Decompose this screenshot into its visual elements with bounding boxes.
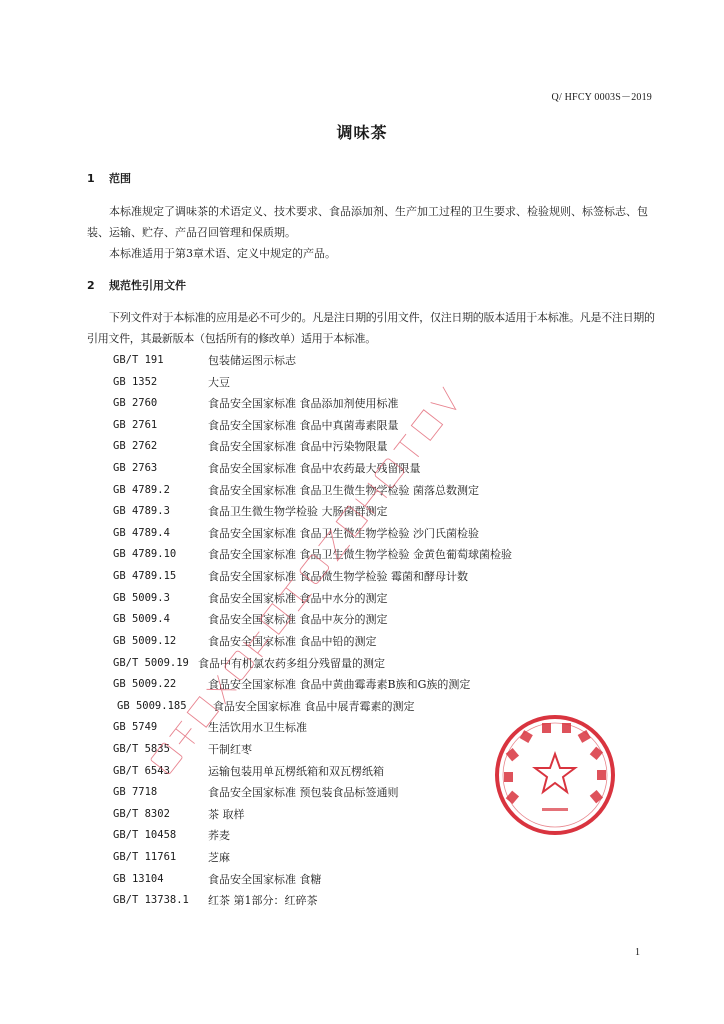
reference-row [113,609,633,631]
reference-row [113,869,633,891]
reference-code: GB/T 5009.19 [113,656,189,669]
reference-code: GB 4789.4 [113,526,170,539]
reference-code: GB/T 5835 [113,742,170,755]
reference-row [113,674,633,696]
reference-code: GB 5009.4 [113,613,170,626]
section-heading-normative-references [87,277,186,293]
references-intro: 下列文件对于本标准的应用是必不可少的。凡是注日期的引用文件，仅注日期的版本适用于本标准。凡是不注日期的引用文件，其最新版本（包括所有的修改单）适用于本标准。 [87,311,655,345]
reference-title: 食品安全国家标准 预包装食品标签通则 [208,786,399,800]
reference-row [113,350,633,372]
reference-code: GB 5009.12 [113,634,177,647]
reference-title: 食品安全国家标准 食品卫生微生物学检验 菌落总数测定 [208,483,479,497]
reference-row [113,631,633,653]
reference-row [113,544,633,566]
reference-code: GB/T 10458 [113,829,177,842]
reference-code: GB 2762 [113,440,158,453]
reference-title: 食品安全国家标准 食品中真菌毒素限量 [208,418,399,432]
section-heading-scope [87,170,131,186]
reference-code: GB 2761 [113,418,158,431]
reference-row [113,847,633,869]
reference-title: 食品安全国家标准 食品添加剂使用标准 [208,397,399,411]
reference-code: GB 4789.3 [113,505,170,518]
reference-title: 生活饮用水卫生标准 [208,721,307,735]
reference-code: GB 5009.22 [113,678,177,691]
reference-title: 食品安全国家标准 食品微生物学检验 霉菌和酵母计数 [208,570,468,584]
reference-row [113,653,633,675]
reference-row [113,436,633,458]
reference-code: GB 1352 [113,375,158,388]
section-number: 1 [87,172,95,185]
reference-title: 大豆 [208,375,230,389]
page-number: 1 [635,947,640,958]
reference-title: 荞麦 [208,829,230,843]
reference-title: 食品安全国家标准 食糖 [208,872,322,886]
reference-row [113,415,633,437]
reference-code: GB/T 6543 [113,764,170,777]
reference-code: GB/T 13738.1 [113,894,189,907]
section-number: 2 [87,279,95,292]
reference-code: GB 2763 [113,462,158,475]
reference-title: 干制红枣 [208,742,252,756]
reference-row [113,588,633,610]
reference-title: 食品安全国家标准 食品中农药最大残留限量 [208,462,421,476]
reference-code: GB 4789.15 [113,570,177,583]
reference-code: GB 5749 [113,721,158,734]
reference-title: 食品安全国家标准 食品卫生微生物学检验 沙门氏菌检验 [208,526,479,540]
scope-applicability: 本标准适用于第3章术语、定义中规定的产品。 [109,247,336,260]
document-title: 调味茶 [336,123,388,142]
reference-title: 食品安全国家标准 食品中灰分的测定 [208,613,388,627]
reference-title: 食品安全国家标准 食品中水分的测定 [208,591,388,605]
reference-row [113,480,633,502]
reference-row [113,458,633,480]
reference-title: 食品安全国家标准 食品中铅的测定 [208,634,377,648]
reference-code: GB 4789.2 [113,483,170,496]
reference-title: 芝麻 [208,851,230,865]
reference-code: GB 2760 [113,397,158,410]
reference-title: 包装储运图示标志 [208,354,296,367]
reference-code: GB 4789.10 [113,548,177,561]
reference-title: 红茶 第1部分：红碎茶 [208,894,318,908]
reference-row [113,501,633,523]
reference-code: GB/T 191 [113,354,164,366]
reference-code: GB 5009.3 [113,591,170,604]
reference-title: 食品中有机氯农药多组分残留量的测定 [198,656,385,670]
scope-paragraph: 本标准规定了调味茶的术语定义、技术要求、食品添加剂、生产加工过程的卫生要求、检验规则、标签标志、包装、运输、贮存、产品召回管理和保质期。 [87,205,648,239]
reference-code: GB 13104 [113,872,164,885]
reference-code: GB/T 11761 [113,851,177,864]
reference-title: 茶 取样 [208,807,245,821]
standard-code: Q/ HFCY 0003S－2019 [551,92,652,103]
reference-title: 食品安全国家标准 食品中黄曲霉毒素B族和G族的测定 [208,678,471,692]
reference-row [113,372,633,394]
reference-title: 食品卫生微生物学检验 大肠菌群测定 [208,505,388,519]
reference-title: 食品安全国家标准 食品中展青霉素的测定 [213,699,415,713]
reference-title: 食品安全国家标准 食品卫生微生物学检验 金黄色葡萄球菌检验 [208,548,512,562]
reference-row [113,566,633,588]
reference-title: 运输包装用单瓦楞纸箱和双瓦楞纸箱 [208,764,384,778]
reference-code: GB/T 8302 [113,807,170,820]
reference-row [113,393,633,415]
reference-title: 食品安全国家标准 食品中污染物限量 [208,440,388,454]
reference-code: GB 7718 [113,786,158,799]
section-title: 规范性引用文件 [109,279,186,292]
reference-row [113,523,633,545]
section-title: 范围 [109,172,131,185]
company-seal [492,712,618,838]
reference-code: GB 5009.185 [117,699,187,712]
reference-row [113,890,633,912]
